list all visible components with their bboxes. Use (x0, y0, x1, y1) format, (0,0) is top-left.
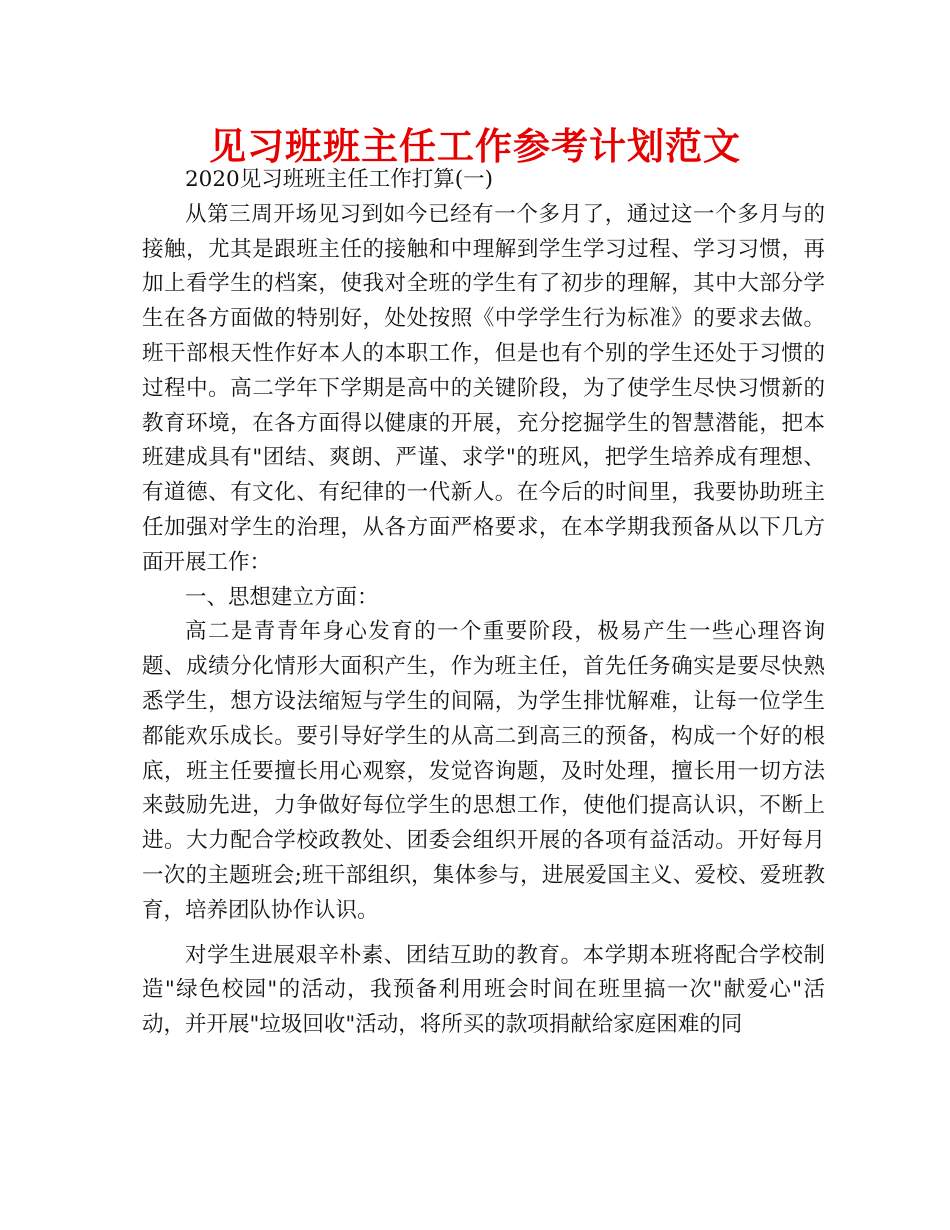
section-heading-ideology: 一、思想建立方面： (185, 584, 379, 610)
paragraph-education: 对学生进展艰辛朴素、团结互助的教育。本学期本班将配合学校制造"绿色校园"的活动，我预备利用班会时间在班里搞一次"献爱心"活动，并开展"垃圾回收"活动，将所买的款项捐献给家庭困难的同 (142, 942, 825, 1038)
paragraph-ideology: 高二是青青年身心发育的一个重要阶段，极易产生一些心理咨询题、成绩分化情形大面积产生，作为班主任，首先任务确实是要尽快熟悉学生，想方设法缩短与学生的间隔，为学生排忧解难，让每一位学生都能欢乐成长。要引导好学生的从高二到高三的预备，构成一个好的根底，班主任要擅长用心观察，发觉咨询题，及时处理，擅长用一切方法来鼓励先进，力争做好每位学生的思想工作，使他们提高认识，不断上进。大力配合学校政教处、团委会组织开展的各项有益活动。开好每月一次的主题班会;班干部组织，集体参与，进展爱国主义、爱校、爱班教育，培养团队协作认识。 (142, 619, 825, 923)
document-body (142, 163, 825, 1043)
document-subtitle: 2020见习班班主任工作打算(一) (185, 167, 493, 192)
document-title: 见习班班主任工作参考计划范文 (209, 125, 741, 168)
paragraph-intro: 从第三周开场见习到如今已经有一个多月了，通过这一个多月与的接触，尤其是跟班主任的接触和中理解到学生学习过程、学习习惯，再加上看学生的档案，使我对全班的学生有了初步的理解，其中大部分学生在各方面做的特别好，处处按照《中学学生行为标准》的要求去做。班干部根天性作好本人的本职工作，但是也有个别的学生还处于习惯的过程中。高二学年下学期是高中的关键阶段，为了使学生尽快习惯新的教育环境，在各方面得以健康的开展，充分挖掘学生的智慧潜能，把本班建成具有"团结、爽朗、严谨、求学"的班风，把学生培养成有理想、有道德、有文化、有纪律的一代新人。在今后的时间里，我要协助班主任加强对学生的治理，从各方面严格要求，在本学期我预备从以下几方面开展工作： (142, 201, 825, 575)
